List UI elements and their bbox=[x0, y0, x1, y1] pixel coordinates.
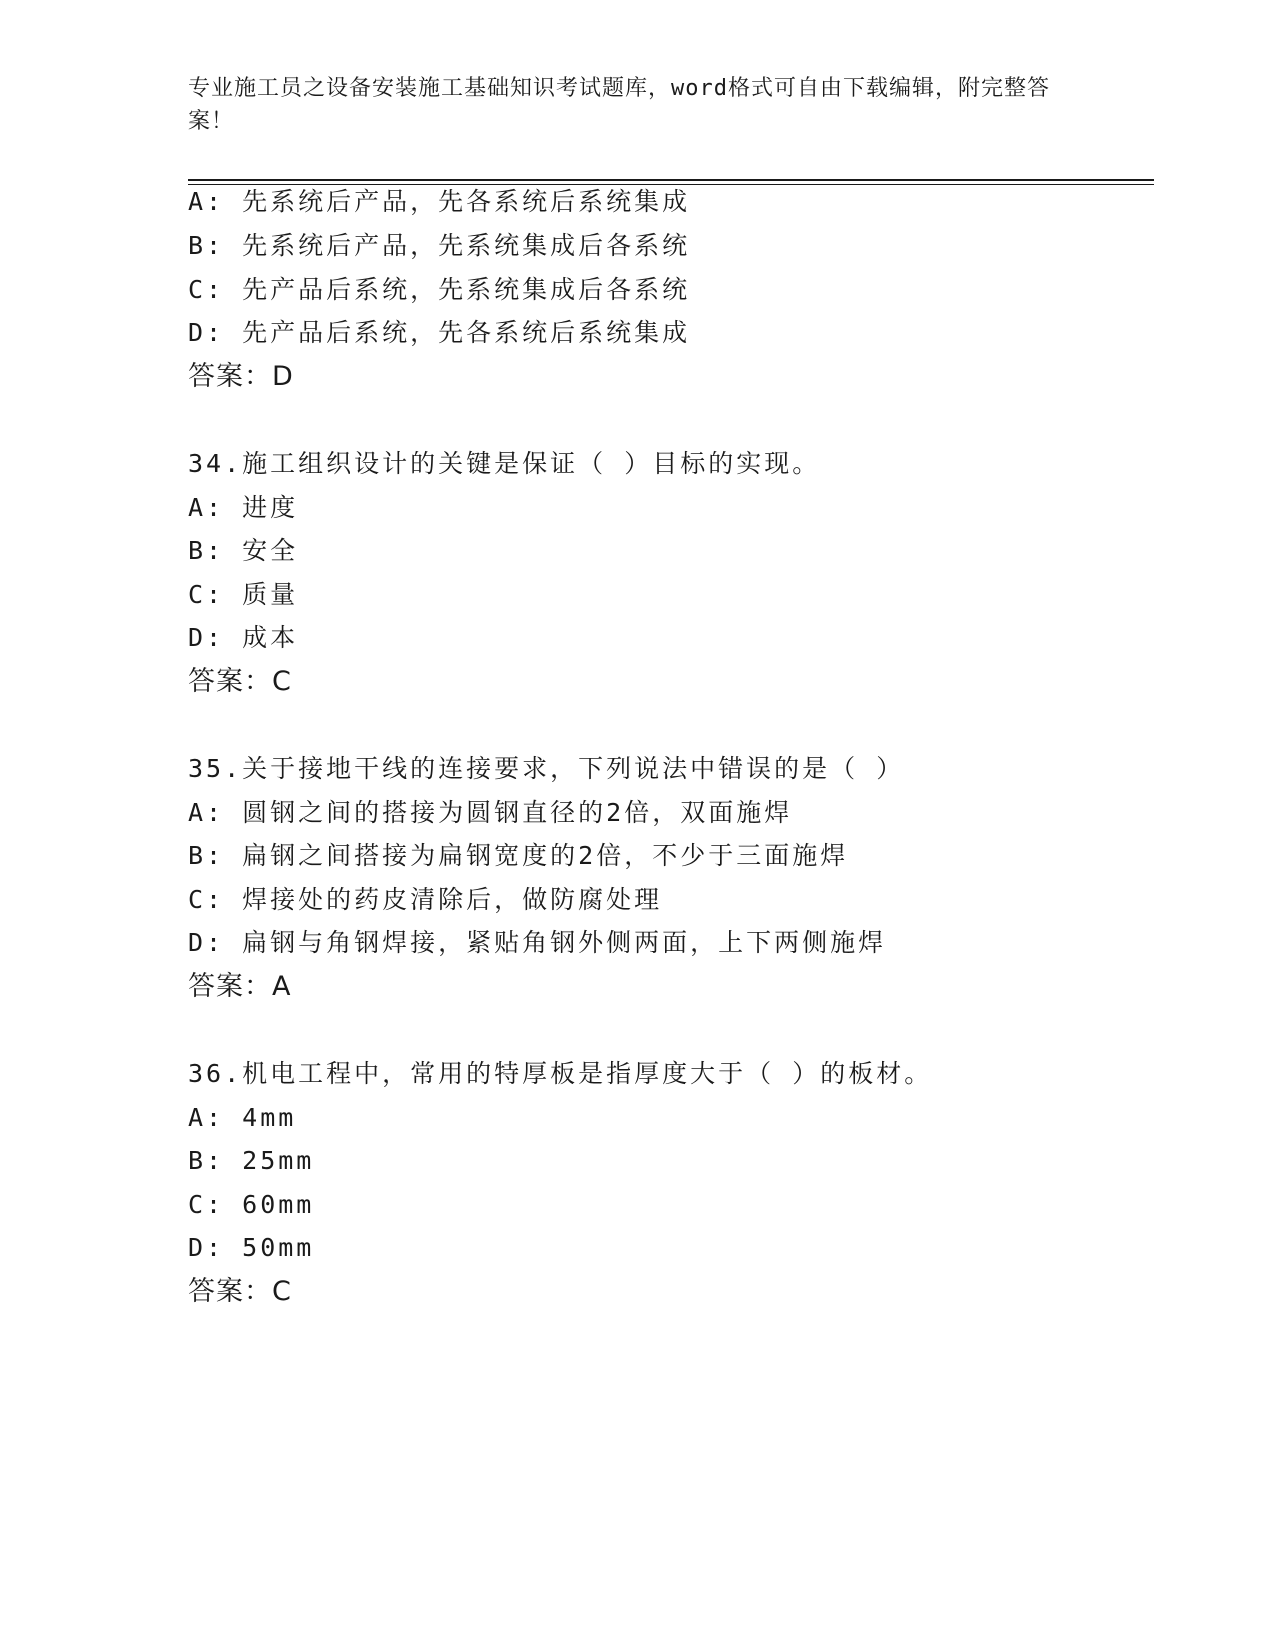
answer-line: 答案：C bbox=[188, 1276, 292, 1307]
answer-line: 答案：D bbox=[188, 361, 294, 392]
question-stem: 34.施工组织设计的关键是保证（ ）目标的实现。 bbox=[188, 449, 821, 478]
option-c: C: 先产品后系统，先系统集成后各系统 bbox=[188, 275, 691, 304]
option-c: C: 60mm bbox=[188, 1190, 315, 1219]
option-c: C: 焊接处的药皮清除后，做防腐处理 bbox=[188, 885, 663, 914]
header-divider-thick bbox=[188, 179, 1154, 181]
option-b: B: 安全 bbox=[188, 536, 299, 565]
answer-line: 答案：C bbox=[188, 666, 292, 697]
question-stem: 35.关于接地干线的连接要求，下列说法中错误的是（ ） bbox=[188, 754, 905, 783]
document-header: 专业施工员之设备安装施工基础知识考试题库，word格式可自由下载编辑，附完整答案！ bbox=[188, 76, 1050, 134]
option-a: A: 进度 bbox=[188, 493, 299, 522]
option-a: A: 先系统后产品，先各系统后系统集成 bbox=[188, 187, 691, 216]
header-divider-thin bbox=[188, 184, 1154, 185]
option-d: D: 50mm bbox=[188, 1233, 315, 1262]
option-b: B: 扁钢之间搭接为扁钢宽度的2倍，不少于三面施焊 bbox=[188, 841, 849, 870]
option-b: B: 先系统后产品，先系统集成后各系统 bbox=[188, 231, 691, 260]
answer-line: 答案：A bbox=[188, 971, 292, 1002]
option-b: B: 25mm bbox=[188, 1146, 315, 1175]
option-d: D: 先产品后系统，先各系统后系统集成 bbox=[188, 318, 691, 347]
option-c: C: 质量 bbox=[188, 580, 299, 609]
question-stem: 36.机电工程中，常用的特厚板是指厚度大于（ ）的板材。 bbox=[188, 1059, 933, 1088]
option-d: D: 成本 bbox=[188, 623, 299, 652]
option-a: A: 圆钢之间的搭接为圆钢直径的2倍，双面施焊 bbox=[188, 798, 793, 827]
option-a: A: 4mm bbox=[188, 1103, 297, 1132]
option-d: D: 扁钢与角钢焊接，紧贴角钢外侧两面，上下两侧施焊 bbox=[188, 928, 887, 957]
